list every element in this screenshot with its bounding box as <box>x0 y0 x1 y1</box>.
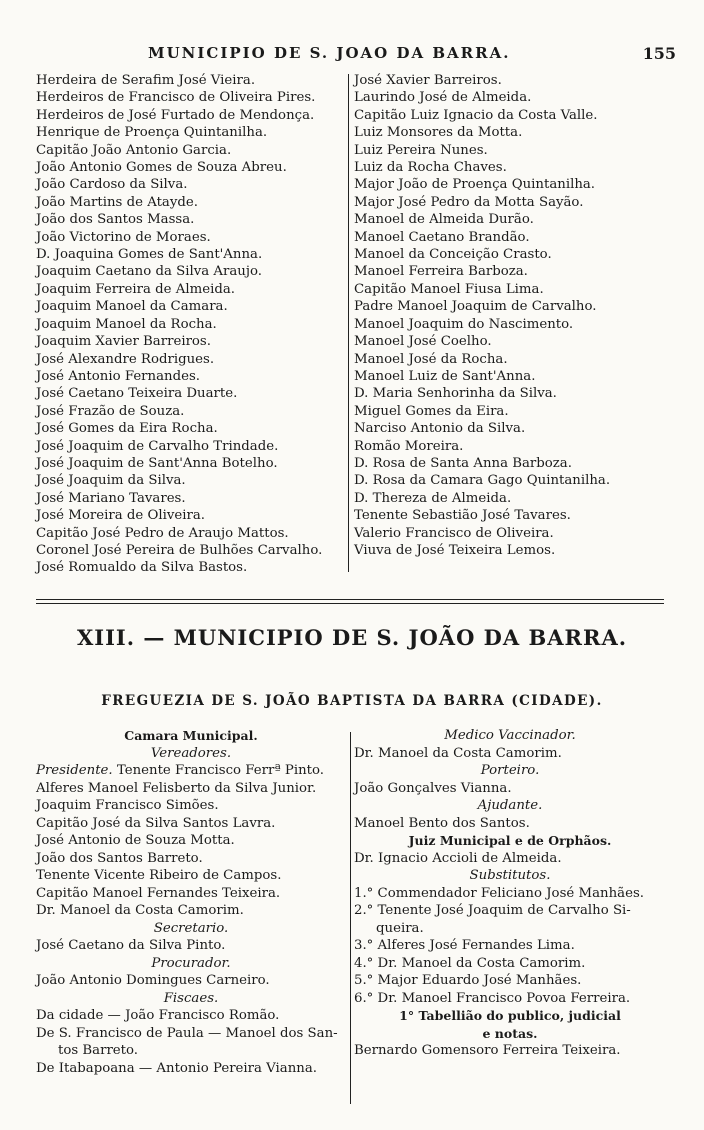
vereador-entry: João dos Santos Barreto. <box>36 850 203 866</box>
ajudante-name: Manoel Bento dos Santos. <box>354 815 530 831</box>
tabelliao-heading: 1° Tabellião do publico, judicial <box>399 1008 621 1023</box>
presidente-name: Tenente Francisco Ferrª Pinto. <box>116 763 325 778</box>
name-entry: Luiz da Rocha Chaves. <box>354 160 507 176</box>
vereador-entry: Joaquim Francisco Simões. <box>36 798 219 813</box>
name-entry: Henrique de Proença Quintanilha. <box>36 125 268 141</box>
name-entry: João dos Santos Massa. <box>36 212 195 228</box>
camara-municipal-block <box>36 727 346 1077</box>
name-entry: José Joaquim de Carvalho Trindade. <box>36 438 279 454</box>
name-entry: Joaquim Manoel da Rocha. <box>36 316 217 332</box>
fiscal-line: De Itabapoana — Antonio Pereira Vianna. <box>36 1060 318 1076</box>
medico-name: Dr. Manoel da Costa Camorim. <box>354 745 562 761</box>
name-entry: Capitão Luiz Ignacio da Costa Valle. <box>354 107 598 123</box>
fiscaes-heading: Fiscaes. <box>163 990 219 1006</box>
substituto-line: 1.° Commendador Feliciano José Manhães. <box>354 885 644 901</box>
name-entry: Luiz Pereira Nunes. <box>354 142 488 158</box>
name-entry: Manoel Luiz de Sant'Anna. <box>354 368 536 384</box>
camara-heading: Camara Municipal. <box>124 728 258 743</box>
name-entry: José Frazão de Souza. <box>36 403 185 419</box>
name-entry: José Joaquim da Silva. <box>36 473 186 489</box>
name-entry: Major João de Proença Quintanilha. <box>354 177 596 193</box>
name-entry: José Alexandre Rodrigues. <box>36 351 215 367</box>
tabelliao-heading-cont: e notas. <box>482 1025 538 1041</box>
name-entry: José Joaquim de Sant'Anna Botelho. <box>36 455 278 471</box>
name-entry: Joaquim Ferreira de Almeida. <box>36 281 235 297</box>
officials-block <box>354 727 666 1060</box>
substituto-line: 2.° Tenente José Joaquim de Carvalho Si- <box>354 903 631 918</box>
porteiro-heading: Porteiro. <box>480 763 540 778</box>
vereador-entry: Dr. Manoel da Costa Camorim. <box>36 903 244 918</box>
name-entry: Viuva de José Teixeira Lemos. <box>354 542 556 558</box>
substitutos-heading: Substitutos. <box>469 868 551 883</box>
parish-title: FREGUEZIA DE S. JOÃO BAPTISTA DA BARRA (CIDADE). <box>101 693 603 709</box>
name-entry: Manoel da Conceição Crasto. <box>354 247 552 263</box>
substituto-line: 5.° Major Eduardo José Manhães. <box>354 973 582 988</box>
name-entry: Manoel de Almeida Durão. <box>354 212 534 228</box>
name-entry: Major José Pedro da Motta Sayão. <box>354 194 584 210</box>
top-left-column <box>36 72 346 577</box>
name-entry: José Moreira de Oliveira. <box>36 508 206 524</box>
substituto-line: queira. <box>376 920 424 936</box>
name-entry: Laurindo José de Almeida. <box>354 90 532 106</box>
vereadores-list <box>36 780 346 920</box>
name-entry: Herdeiros de Francisco de Oliveira Pires. <box>36 90 316 106</box>
substituto-line: 6.° Dr. Manoel Francisco Povoa Ferreira. <box>354 990 631 1006</box>
name-entry: José Caetano Teixeira Duarte. <box>36 386 238 402</box>
substituto-line: 4.° Dr. Manoel da Costa Camorim. <box>354 955 586 971</box>
procurador-heading: Procurador. <box>151 955 231 971</box>
secretario-name: José Caetano da Silva Pinto. <box>36 938 226 953</box>
name-entry: Manoel Joaquim do Nascimento. <box>354 316 574 332</box>
vereador-entry: José Antonio de Souza Motta. <box>36 833 235 848</box>
name-entry: José Antonio Fernandes. <box>36 368 201 384</box>
fiscal-line: tos Barreto. <box>58 1043 139 1058</box>
name-entry: D. Rosa de Santa Anna Barboza. <box>354 455 572 471</box>
name-entry: Luiz Monsores da Motta. <box>354 125 523 141</box>
name-entry: Capitão João Antonio Garcia. <box>36 142 232 158</box>
fiscal-line: De S. Francisco de Paula — Manoel dos San- <box>36 1025 338 1041</box>
column-divider <box>348 74 349 572</box>
name-entry: D. Rosa da Camara Gago Quintanilha. <box>354 473 611 489</box>
name-entry: Capitão José Pedro de Araujo Mattos. <box>36 525 289 541</box>
name-entry: Herdeiros de José Furtado de Mendonça. <box>36 107 315 123</box>
name-entry: Miguel Gomes da Eira. <box>354 403 509 419</box>
name-entry: Herdeira de Serafim José Vieira. <box>36 73 256 88</box>
name-entry: Padre Manoel Joaquim de Carvalho. <box>354 299 597 315</box>
header-title: MUNICIPIO DE S. JOAO DA BARRA. <box>148 44 511 62</box>
name-entry: João Victorino de Moraes. <box>36 229 211 245</box>
name-entry: Capitão Manoel Fiusa Lima. <box>354 281 544 297</box>
porteiro-name: João Gonçalves Vianna. <box>354 780 512 796</box>
name-entry: Narciso Antonio da Silva. <box>354 421 526 437</box>
double-rule-top <box>36 599 664 600</box>
name-entry: Coronel José Pereira de Bulhões Carvalho. <box>36 542 323 558</box>
procurador-name: João Antonio Domingues Carneiro. <box>36 973 270 988</box>
name-entry: José Romualdo da Silva Bastos. <box>36 560 248 576</box>
name-entry: José Mariano Tavares. <box>36 490 186 506</box>
name-entry: José Gomes da Eira Rocha. <box>36 421 218 437</box>
name-entry: D. Thereza de Almeida. <box>354 490 512 506</box>
vereador-entry: Capitão José da Silva Santos Lavra. <box>36 815 276 831</box>
name-entry: D. Maria Senhorinha da Silva. <box>354 386 557 402</box>
double-rule-bottom <box>36 603 664 604</box>
name-entry: João Martins de Atayde. <box>36 194 198 210</box>
vereador-entry: Alferes Manoel Felisberto da Silva Junior. <box>36 780 317 796</box>
name-entry: Tenente Sebastião José Tavares. <box>354 508 571 524</box>
name-entry: Manoel José da Rocha. <box>354 351 508 367</box>
running-header <box>36 44 676 70</box>
name-entry: Manoel Ferreira Barboza. <box>354 264 528 280</box>
name-entry: Valerio Francisco de Oliveira. <box>354 525 554 541</box>
name-entry: Joaquim Manoel da Camara. <box>36 299 228 315</box>
juiz-name: Dr. Ignacio Accioli de Almeida. <box>354 850 562 866</box>
presidente-label: Presidente. <box>36 763 113 778</box>
fiscal-line: Da cidade — João Francisco Romão. <box>36 1008 280 1023</box>
vereador-entry: Capitão Manoel Fernandes Teixeira. <box>36 885 281 901</box>
name-entry: Joaquim Caetano da Silva Araujo. <box>36 264 262 280</box>
juiz-heading: Juiz Municipal e de Orphãos. <box>408 833 612 848</box>
column-divider-bottom <box>350 732 351 1104</box>
name-entry: D. Joaquina Gomes de Sant'Anna. <box>36 247 263 263</box>
top-right-column <box>354 72 674 559</box>
presidente-line <box>36 762 346 780</box>
medico-heading: Medico Vaccinador. <box>444 728 576 743</box>
name-entry: Manoel José Coelho. <box>354 334 492 350</box>
name-entry: Joaquim Xavier Barreiros. <box>36 334 211 350</box>
page-number: 155 <box>642 44 676 63</box>
section-title: XIII. — MUNICIPIO DE S. JOÃO DA BARRA. <box>76 625 628 650</box>
name-entry: João Antonio Gomes de Souza Abreu. <box>36 160 287 176</box>
name-entry: Romão Moreira. <box>354 438 464 454</box>
ajudante-heading: Ajudante. <box>477 798 543 813</box>
vereador-entry: Tenente Vicente Ribeiro de Campos. <box>36 868 282 883</box>
vereadores-heading: Vereadores. <box>150 745 232 761</box>
secretario-heading: Secretario. <box>153 920 229 936</box>
name-entry: Manoel Caetano Brandão. <box>354 229 530 245</box>
name-entry: José Xavier Barreiros. <box>354 73 502 88</box>
name-entry: João Cardoso da Silva. <box>36 177 188 193</box>
tabelliao-name: Bernardo Gomensoro Ferreira Teixeira. <box>354 1043 621 1058</box>
substituto-line: 3.° Alferes José Fernandes Lima. <box>354 938 575 953</box>
